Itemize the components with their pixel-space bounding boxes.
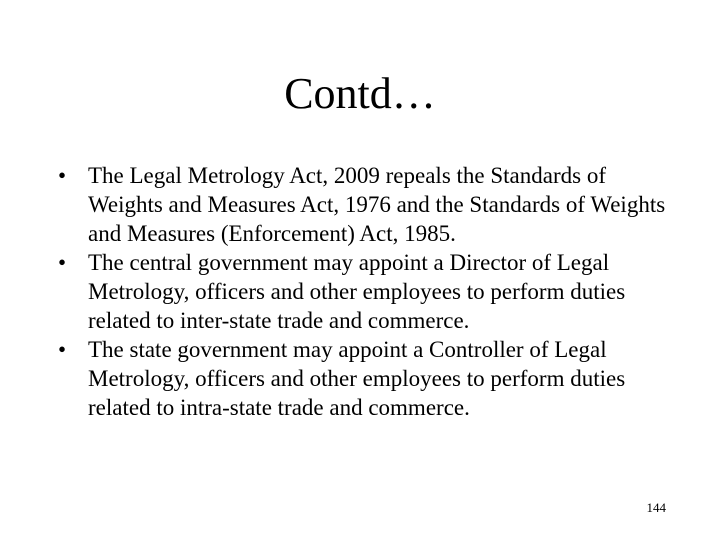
- page-number: 144: [646, 500, 666, 515]
- bullet-item: [54, 248, 674, 335]
- bullet-item: [54, 161, 674, 248]
- bullet-text: The Legal Metrology Act, 2009 repeals the Standards of Weights and Measures Act, 1976 and the Standards of Weights and Measures (Enforcement) Act, 1985.: [88, 163, 666, 246]
- bullet-icon: •: [58, 250, 67, 275]
- bullet-item: [54, 335, 674, 422]
- bullet-icon: •: [58, 337, 67, 362]
- bullet-list: [54, 161, 674, 422]
- bullet-text: The state government may appoint a Controller of Legal Metrology, officers and other employees to perform duties related to intra-state trade and commerce.: [88, 337, 626, 420]
- slide-title: Contd…: [284, 69, 436, 118]
- bullet-text: The central government may appoint a Director of Legal Metrology, officers and other employees to perform duties related to inter-state trade and commerce.: [88, 250, 626, 333]
- bullet-icon: •: [58, 163, 67, 188]
